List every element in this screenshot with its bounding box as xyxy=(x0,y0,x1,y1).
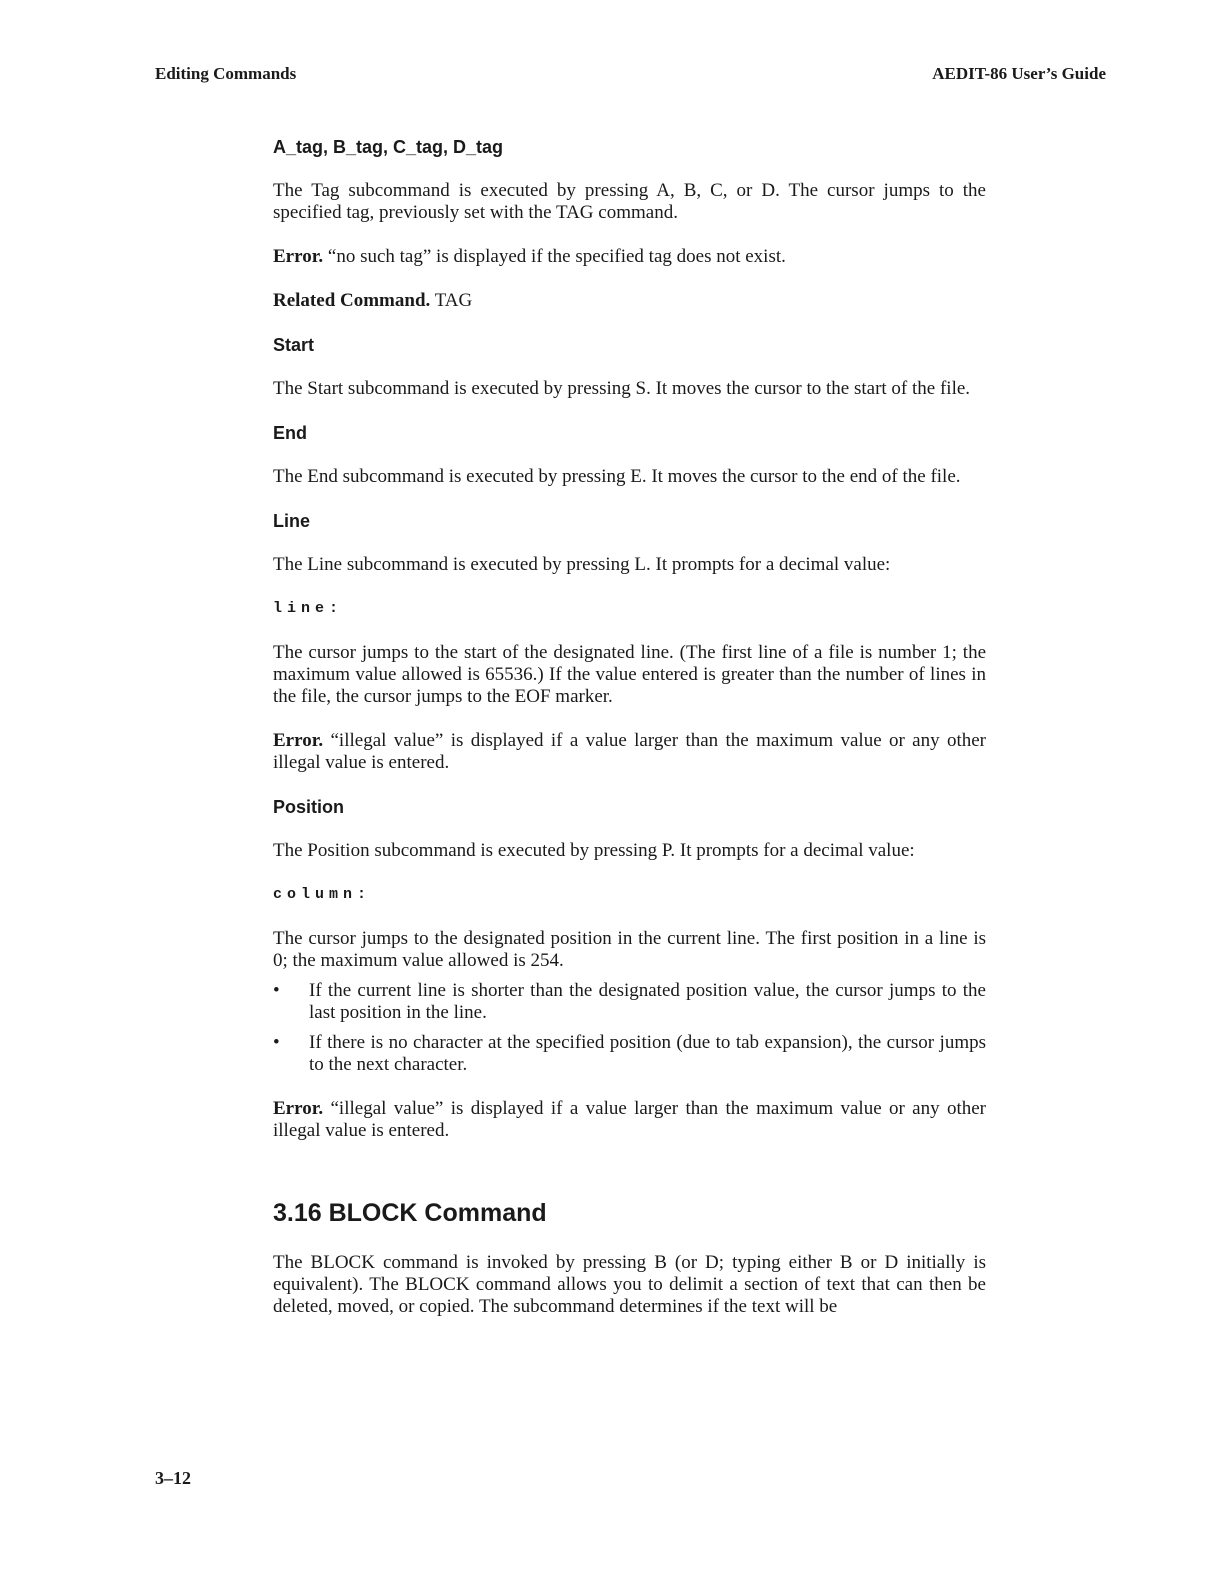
bullet-icon: • xyxy=(273,1032,280,1053)
bullet-icon: • xyxy=(273,980,280,1001)
position-prompt: column: xyxy=(273,886,372,903)
list-item xyxy=(273,1032,986,1076)
tag-related-label: Related Command. xyxy=(273,290,431,311)
position-error-text: “illegal value” is displayed if a value larger than the maximum value or any other illegal value is entered. xyxy=(273,1098,986,1141)
tag-error-label: Error. xyxy=(273,246,324,267)
position-body-2: The cursor jumps to the designated position in the current line. The first position in a line is 0; the maximum value allowed is 254. xyxy=(273,928,986,971)
section-title: 3.16 BLOCK Command xyxy=(273,1199,547,1227)
position-body: The Position subcommand is executed by pressing P. It prompts for a decimal value: xyxy=(273,840,915,861)
page-content xyxy=(273,136,986,1340)
end-heading: End xyxy=(273,423,307,443)
tag-heading: A_tag, B_tag, C_tag, D_tag xyxy=(273,137,504,157)
running-head-left: Editing Commands xyxy=(155,64,297,83)
running-head-right: AEDIT-86 User’s Guide xyxy=(932,64,1106,83)
line-prompt: line: xyxy=(273,600,344,617)
block-body: The BLOCK command is invoked by pressing B (or D; typing either B or D initially is equivalent). The BLOCK command allows you to delimit a section of text that can then be deleted, moved, or copied. The subcommand determines if the text will be xyxy=(273,1252,986,1317)
line-body: The Line subcommand is executed by pressing L. It prompts for a decimal value: xyxy=(273,554,891,575)
tag-related xyxy=(273,290,986,312)
bullet-text: If the current line is shorter than the designated position value, the cursor jumps to the last position in the line. xyxy=(309,980,986,1023)
tag-related-text: TAG xyxy=(430,290,473,311)
page-number: 3–12 xyxy=(155,1468,191,1488)
bullet-text: If there is no character at the specified position (due to tab expansion), the cursor jumps to the next character. xyxy=(309,1032,986,1075)
line-error xyxy=(273,730,986,774)
start-body: The Start subcommand is executed by pressing S. It moves the cursor to the start of the file. xyxy=(273,378,971,399)
end-body: The End subcommand is executed by pressing E. It moves the cursor to the end of the file. xyxy=(273,466,961,487)
line-body-2: The cursor jumps to the start of the designated line. (The first line of a file is number 1; the maximum value allowed is 65536.) If the value entered is greater than the number of lines in the file, the cursor jumps to the EOF marker. xyxy=(273,642,986,707)
tag-body: The Tag subcommand is executed by pressing A, B, C, or D. The cursor jumps to the specified tag, previously set with the TAG command. xyxy=(273,180,986,223)
line-heading: Line xyxy=(273,511,311,531)
line-error-text: “illegal value” is displayed if a value larger than the maximum value or any other illegal value is entered. xyxy=(273,730,986,773)
position-heading: Position xyxy=(273,797,344,817)
tag-error xyxy=(273,246,986,268)
tag-error-text: “no such tag” is displayed if the specified tag does not exist. xyxy=(323,246,786,267)
line-error-label: Error. xyxy=(273,730,324,751)
position-bullet-list xyxy=(273,980,986,1076)
list-item xyxy=(273,980,986,1024)
start-heading: Start xyxy=(273,335,315,355)
position-error xyxy=(273,1098,986,1142)
position-error-label: Error. xyxy=(273,1098,324,1119)
